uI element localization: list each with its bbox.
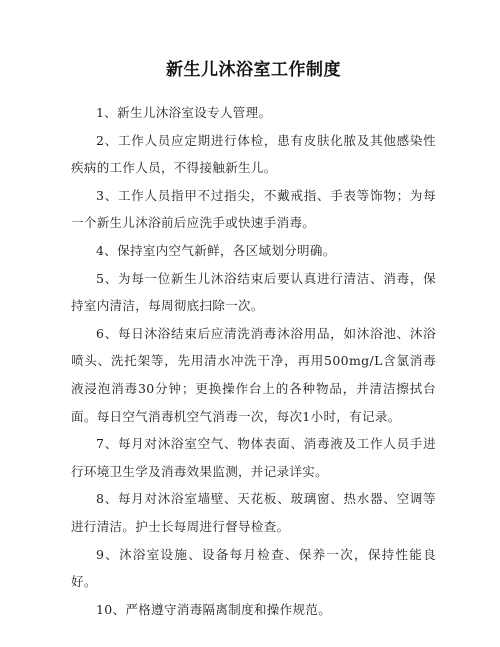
rule-item-5: 5、为每一位新生儿沐浴结束后要认真进行清洁、消毒，保持室内清洁，每周彻底扫除一次。 <box>71 270 436 314</box>
rule-item-6: 6、每日沐浴结束后应清洗消毒沐浴用品，如沐浴池、沐浴喷头、洗托架等，先用清水冲洗干净，再用500mg/L含氯消毒液浸泡消毒30分钟；更换操作台上的各种物品，并清洁擦拭台面。每日空气消毒机空气消毒一次，每次1小时，有记录。 <box>71 325 436 424</box>
rule-item-8: 8、每月对沐浴室墙壁、天花板、玻璃窗、热水器、空调等进行清洁。护士长每周进行督导检查。 <box>71 491 436 534</box>
rule-item-1: 1、新生儿沐浴室设专人管理。 <box>96 105 272 120</box>
rule-item-9: 9、沐浴室设施、设备每月检查、保养一次，保持性能良好。 <box>71 546 436 590</box>
rule-item-2: 2、工作人员应定期进行体检，患有皮肤化脓及其他感染性疾病的工作人员，不得接触新生儿。 <box>71 132 436 176</box>
rule-item-7: 7、每月对沐浴室空气、物体表面、消毒液及工作人员手进行环境卫生学及消毒效果监测，并记录详实。 <box>71 436 436 479</box>
rule-item-4: 4、保持室内空气新鲜，各区域划分明确。 <box>96 242 336 258</box>
rule-item-10: 10、严格遵守消毒隔离制度和操作规范。 <box>96 601 332 617</box>
document-title: 新生儿沐浴室工作制度 <box>166 60 341 80</box>
rule-item-3: 3、工作人员指甲不过指尖，不戴戒指、手表等饰物；为每一个新生儿沐浴前后应洗手或快速手消毒。 <box>71 187 436 231</box>
rules-list <box>71 99 436 623</box>
